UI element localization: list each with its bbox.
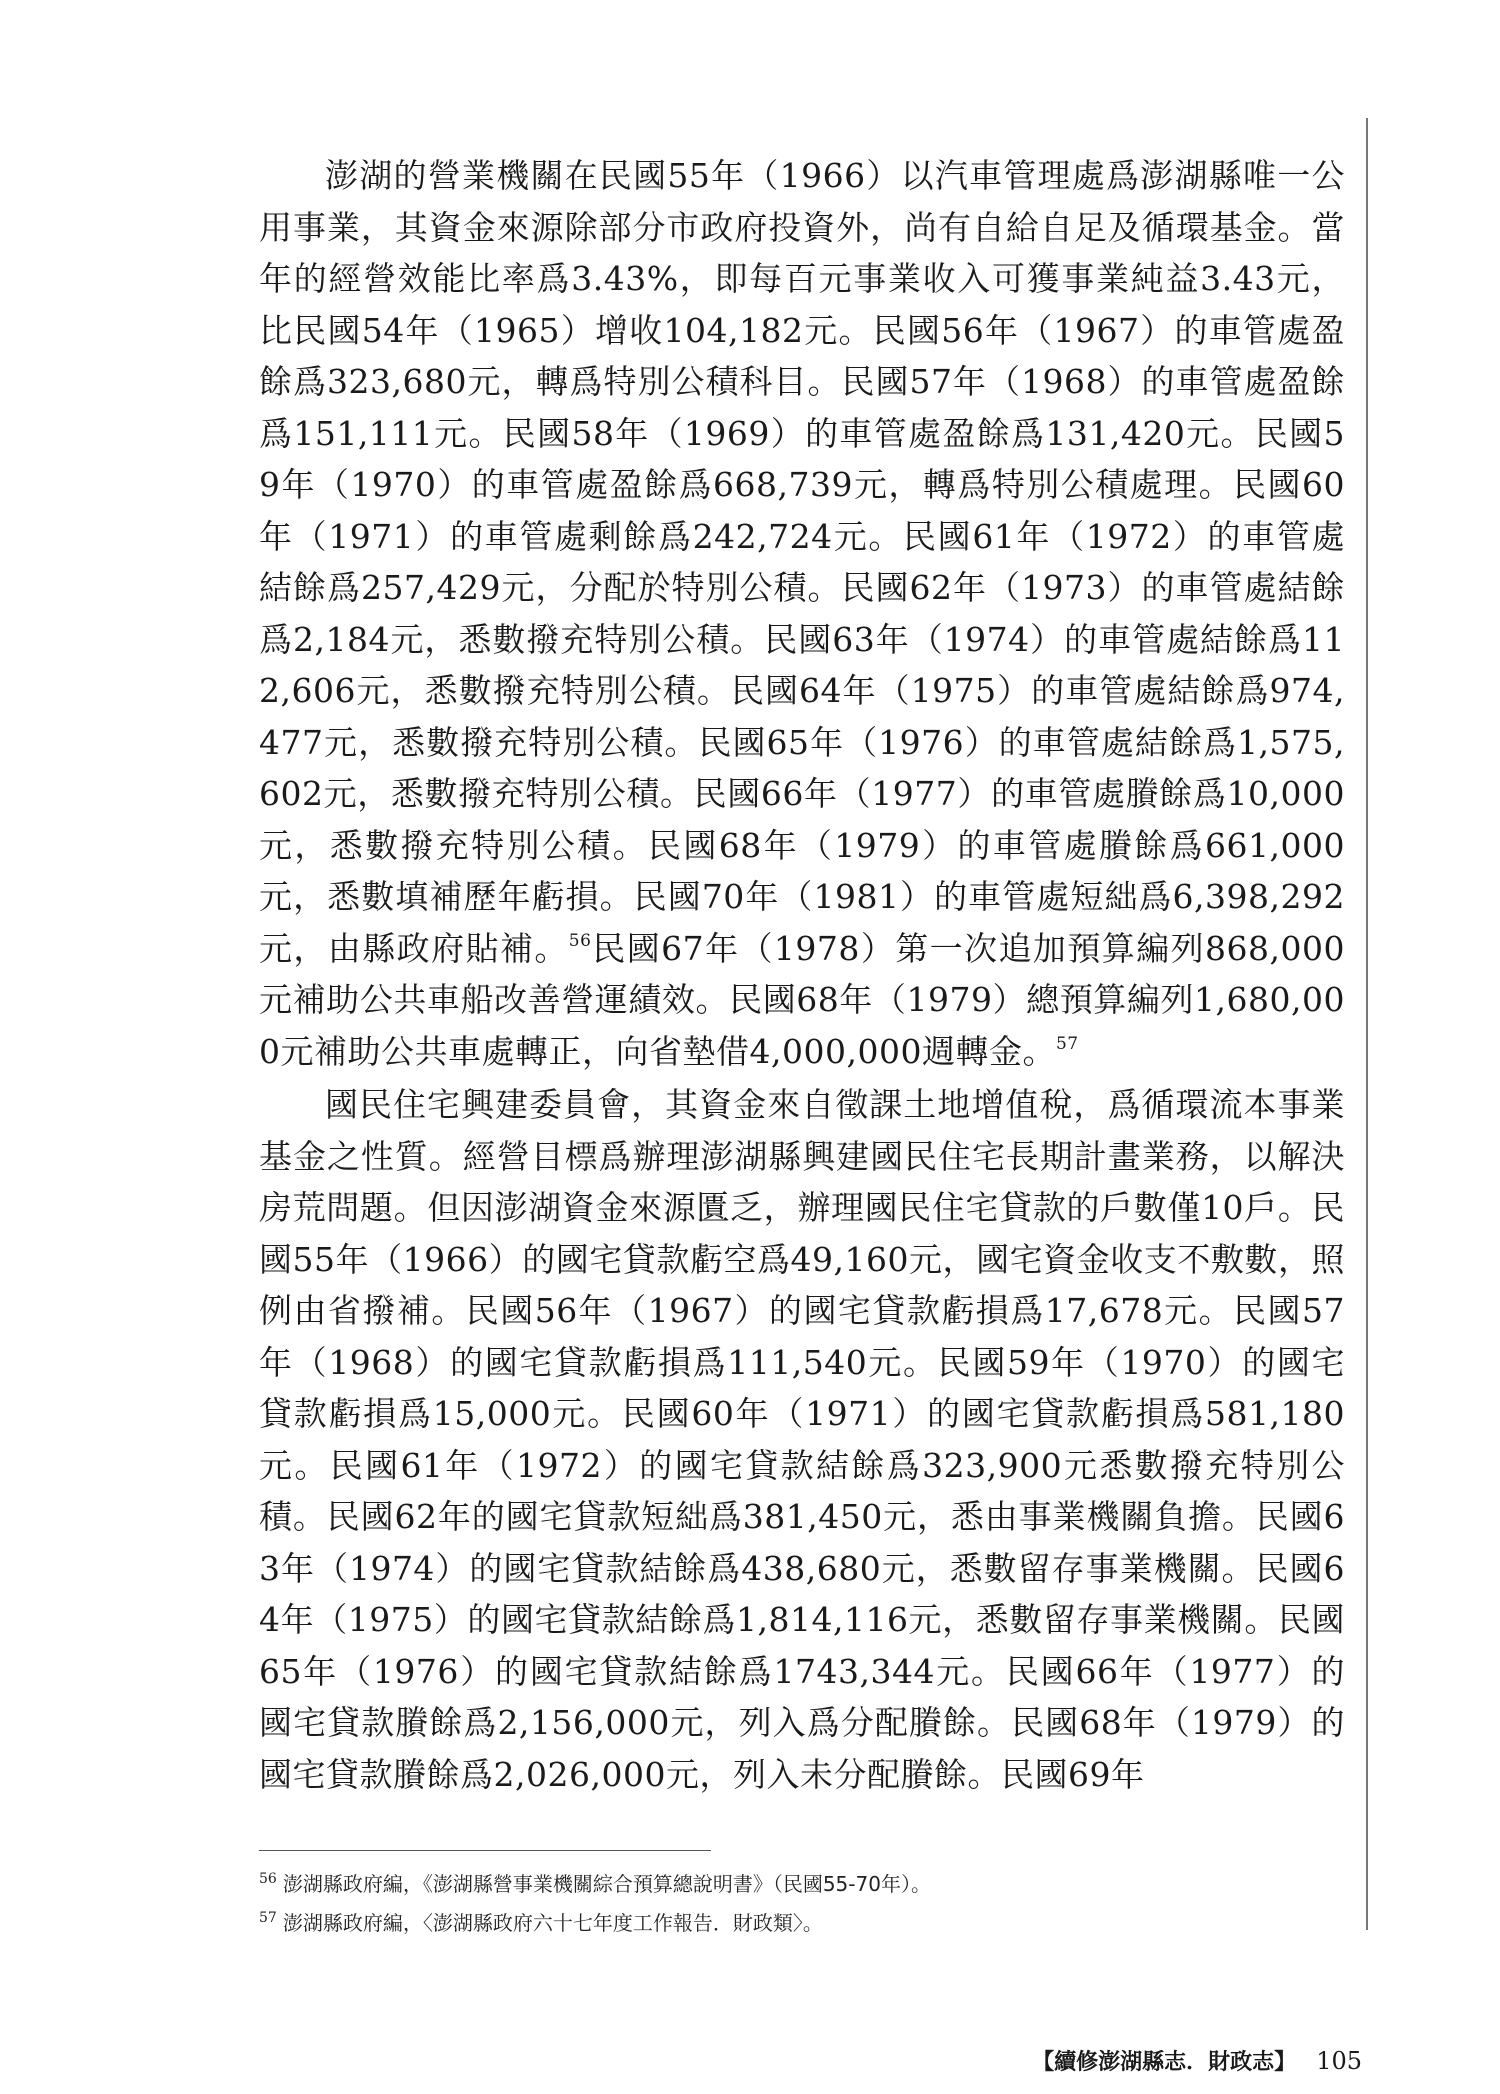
paragraph-vehicle-management	[259, 150, 1345, 1077]
footnote-57	[259, 1901, 1345, 1940]
footnote-ref-57[interactable]: 57	[1055, 1033, 1079, 1054]
running-footer	[1032, 2046, 1362, 2078]
footnote-ref-56[interactable]: 56	[568, 930, 592, 951]
footnote-56	[259, 1862, 1345, 1901]
book-title: 【續修澎湖縣志．財政志】	[1032, 2049, 1297, 2075]
footnote-number: 57	[259, 1910, 277, 1926]
outer-margin-rule	[1366, 118, 1368, 1930]
footnote-separator	[259, 1850, 711, 1851]
paragraph-1-text: 澎湖的營業機關在民國55年（1966）以汽車管理處爲澎湖縣唯一公用事業，其資金來源除部分市政府投資外，尚有自給自足及循環基金。當年的經營效能比率爲3.43%，即每百元事業收入可獲事業純益3.43元，比民國54年（1965）增收104,182元。民國56年（1967）的車管處盈餘爲323,680元，轉爲特別公積科目。民國57年（1968）的車管處盈餘爲151,111元。民國58年（1969）的車管處盈餘爲131,420元。民國59年（1970）的車管處盈餘爲668,739元，轉爲特別公積處理。民國60年（1971）的車管處剩餘爲242,724元。民國61年（1972）的車管處結餘爲257,429元，分配於特別公積。民國62年（1973）的車管處結餘爲2,184元，悉數撥充特別公積。民國63年（1974）的車管處結餘爲112,606元，悉數撥充特別公積。民國64年（1975）的車管處結餘爲974,477元，悉數撥充特別公積。民國65年（1976）的車管處結餘爲1,575,602元，悉數撥充特別公積。民國66年（1977）的車管處賸餘爲10,000元，悉數撥充特別公積。民國68年（1979）的車管處賸餘爲661,000元，悉數填補歷年虧損。民國70年（1981）的車管處短絀爲6,398,292元，由縣政府貼補。	[259, 156, 1345, 968]
page-number: 105	[1316, 2047, 1362, 2075]
footnotes	[259, 1862, 1345, 1940]
footnote-text: 澎湖縣政府編，《澎湖縣營事業機關綜合預算總說明書》（民國55-70年）。	[282, 1872, 931, 1896]
body-text	[259, 150, 1345, 1800]
footnote-number: 56	[259, 1871, 277, 1887]
paragraph-1-text-continued: 民國67年（1978）第一次追加預算編列868,000元補助公共車船改善營運績效。民國68年（1979）總預算編列1,680,000元補助公共車處轉正，向省墊借4,000,000週轉金。	[259, 928, 1346, 1071]
footnote-text: 澎湖縣政府編，〈澎湖縣政府六十七年度工作報告．財政類〉。	[282, 1911, 823, 1935]
paragraph-public-housing: 國民住宅興建委員會，其資金來自徵課土地增值稅，爲循環流本事業基金之性質。經營目標爲辦理澎湖縣興建國民住宅長期計畫業務，以解決房荒問題。但因澎湖資金來源匱乏，辦理國民住宅貸款的戶數僅10戶。民國55年（1966）的國宅貸款虧空爲49,160元，國宅資金收支不敷數，照例由省撥補。民國56年（1967）的國宅貸款虧損爲17,678元。民國57年（1968）的國宅貸款虧損爲111,540元。民國59年（1970）的國宅貸款虧損爲15,000元。民國60年（1971）的國宅貸款虧損爲581,180元。民國61年（1972）的國宅貸款結餘爲323,900元悉數撥充特別公積。民國62年的國宅貸款短絀爲381,450元，悉由事業機關負擔。民國63年（1974）的國宅貸款結餘爲438,680元，悉數留存事業機關。民國64年（1975）的國宅貸款結餘爲1,814,116元，悉數留存事業機關。民國65年（1976）的國宅貸款結餘爲1743,344元。民國66年（1977）的國宅貸款賸餘爲2,156,000元，列入爲分配賸餘。民國68年（1979）的國宅貸款賸餘爲2,026,000元，列入未分配賸餘。民國69年	[259, 1085, 1345, 1794]
